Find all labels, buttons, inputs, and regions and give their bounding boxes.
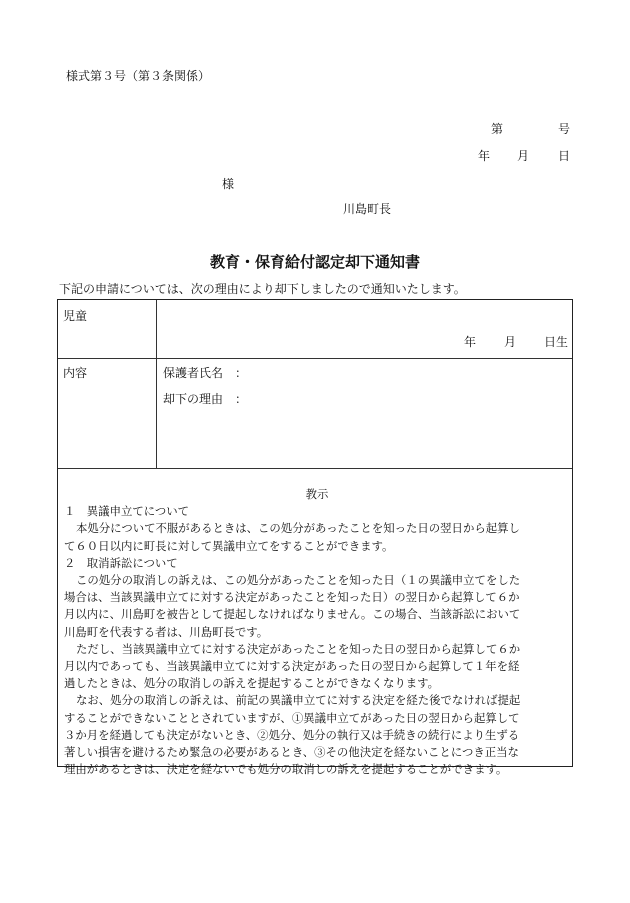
section-2-line: 川島町を代表する者は、川島町長です。 <box>64 624 269 639</box>
child-label: 児童 <box>63 309 88 323</box>
date-year-label: 年 <box>478 149 491 163</box>
section-1-line: て６０日以内に町長に対して異議申立てをすることができます。 <box>64 538 394 553</box>
form-number: 様式第３号（第３条関係） <box>66 69 211 83</box>
notice-heading: 教示 <box>305 487 329 501</box>
legal-notice <box>64 486 570 778</box>
section-2-line: 月以内に、川島町を被告として提起しなければなりません。この場合、当該訴訟において <box>64 607 521 622</box>
section-2-line: ３か月を経過しても決定がないとき、②処分、処分の執行又は手続きの続行により生ずる <box>64 727 520 742</box>
rejection-reason-label: 却下の理由 ： <box>163 392 248 406</box>
section-1-title: １ 異議申立てについて <box>64 504 190 519</box>
section-1-line: 本処分について不服があるときは、この処分があったことを知った日の翌日から起算し <box>76 521 520 536</box>
section-2-line: 月以内であっても、当該異議申立てに対する決定があった日の翌日から起算して１年を経 <box>64 659 520 674</box>
section-2-line: 過したときは、処分の取消しの訴えを提起することができなくなります。 <box>64 676 439 691</box>
section-2-line: なお、処分の取消しの訴えは、前記の異議申立てに対する決定を経た後でなければ提起 <box>76 693 521 708</box>
guardian-name-label: 保護者氏名 ： <box>163 366 248 380</box>
section-2-line: ただし、当該異議申立てに対する決定があったことを知った日の翌日から起算して６か <box>76 641 521 656</box>
sender-name: 川島町長 <box>343 202 392 216</box>
section-2-line: 著しい損害を避けるため緊急の必要があるとき、③その他決定を経ないことにつき正当な <box>64 745 519 760</box>
date-month-label: 月 <box>517 149 530 163</box>
document-number-suffix: 号 <box>558 122 571 136</box>
intro-text: 下記の申請については、次の理由により却下しましたので通知いたします。 <box>59 282 466 296</box>
date-day-label: 日 <box>558 149 571 163</box>
addressee-honorific: 様 <box>222 177 235 191</box>
birth-day-label: 日生 <box>544 335 569 349</box>
section-2-line: 理由があるときは、決定を経ないでも処分の取消しの訴えを提起することができます。 <box>64 762 508 777</box>
form-table <box>57 299 573 777</box>
section-2-line: することができないこととされていますが、①異議申立てがあった日の翌日から起算して <box>64 710 520 725</box>
document-number-prefix: 第 <box>491 122 504 136</box>
row-divider <box>58 468 572 469</box>
content-label: 内容 <box>63 366 88 380</box>
birth-month-label: 月 <box>504 335 517 349</box>
document-title: 教育・保育給付認定却下通知書 <box>209 253 420 271</box>
birth-year-label: 年 <box>464 335 477 349</box>
section-2-line: この処分の取消しの訴えは、この処分があったことを知った日（１の異議申立てをした <box>76 573 521 588</box>
section-2-title: ２ 取消訴訟について <box>64 555 178 570</box>
row-divider <box>58 358 572 359</box>
section-2-line: 場合は、当該異議申立てに対する決定があったことを知った日）の翌日から起算して６か <box>64 590 520 605</box>
column-divider <box>156 300 157 468</box>
